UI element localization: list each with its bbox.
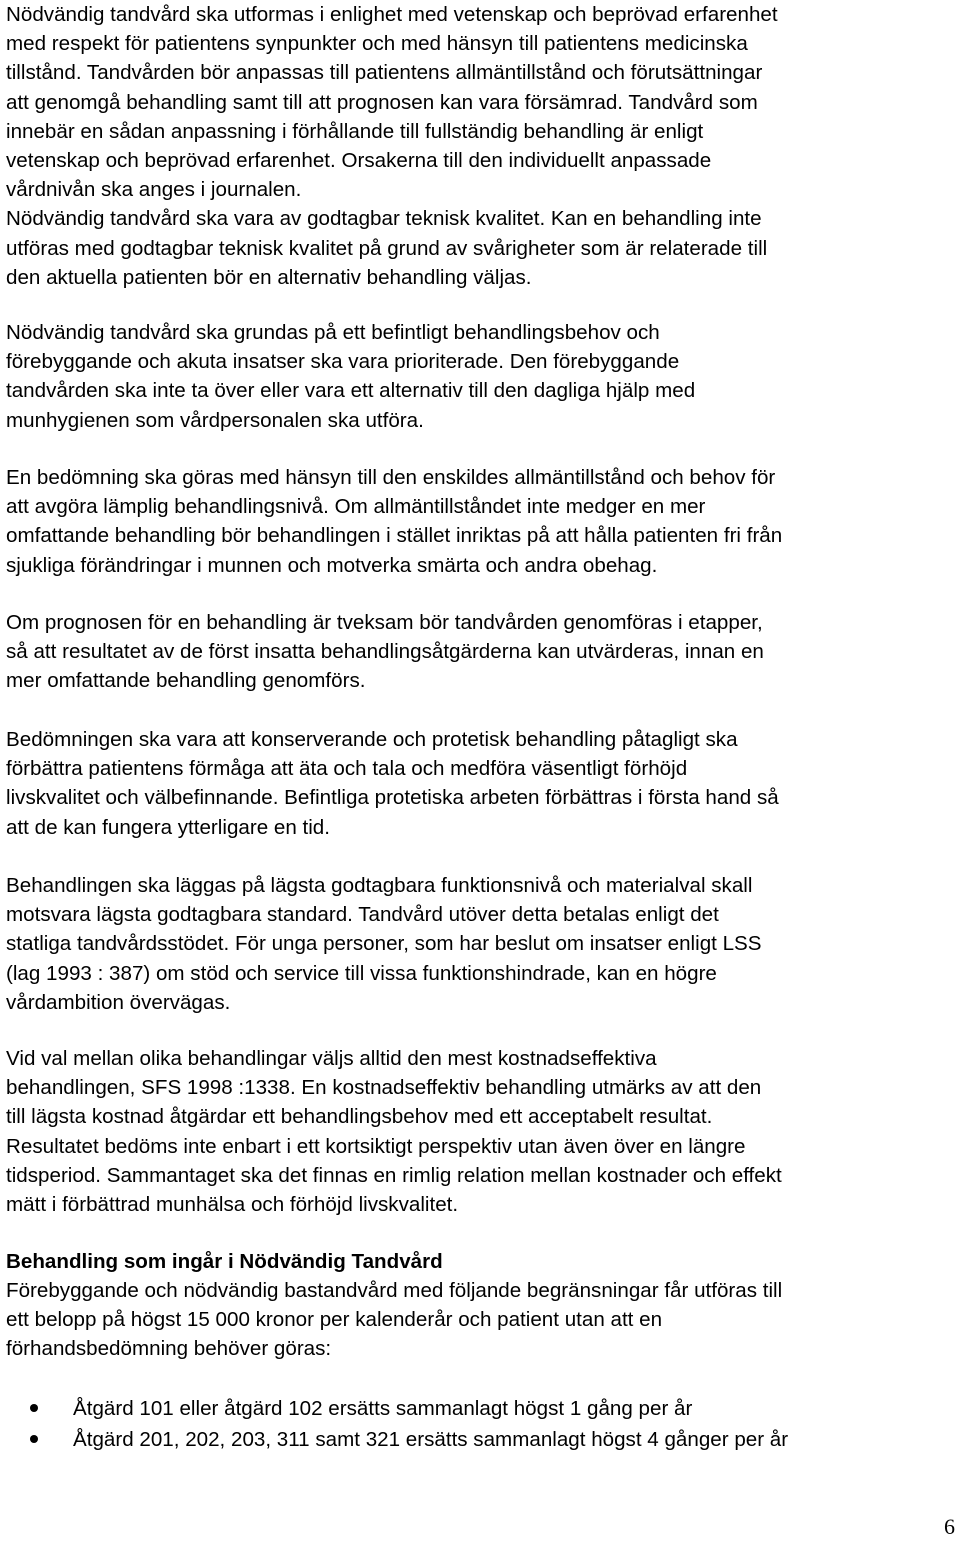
list-item-text: Åtgärd 201, 202, 203, 311 samt 321 ersätts sammanlagt högst 4 gånger per år (73, 1428, 789, 1451)
paragraph-functional-level: Behandlingen ska läggas på lägsta godtagbara funktionsnivå och materialval skall motsvara lägsta godtagbara standard. Tandvård utöver detta betalas enligt det statliga tandvårdsstödet. För unga personer, som har beslut om insatser enligt LSS (lag 1993 : 387) om stöd och service till vissa funktionshindrade, kan en högre vårdambition övervägas. (6, 874, 762, 1014)
bullet-icon (30, 1404, 38, 1412)
paragraph-assessment: En bedömning ska göras med hänsyn till den enskildes allmäntillstånd och behov för att avgöra lämplig behandlingsnivå. Om allmäntillståndet inte medger en mer omfattande behandling bör behandlingen i stället inriktas på att hålla patienten fri från sjukliga förändringar i munnen och motverka smärta och andra obehag. (6, 466, 783, 577)
bullet-icon (30, 1435, 38, 1443)
page-number: 6 (944, 1514, 955, 1539)
list-item (0, 1393, 960, 1424)
list-item-text: Åtgärd 101 eller åtgärd 102 ersätts sammanlagt högst 1 gång per år (73, 1397, 693, 1420)
list-item (0, 1424, 960, 1455)
paragraph-quality-of-life: Bedömningen ska vara att konserverande och protetisk behandling påtagligt ska förbättra patientens förmåga att äta och tala och medföra väsentligt förhöjd livskvalitet och välbefinnande. Befintliga protetiska arbeten förbättras i första hand så att de kan fungera ytterligare en tid. (6, 728, 779, 839)
paragraph-treatment-principles: Nödvändig tandvård ska utformas i enlighet med vetenskap och beprövad erfarenhet med respekt för patientens synpunkter och med hänsyn till patientens medicinska tillstånd. Tandvården bör anpassas till patientens allmäntillstånd och förutsättningar att genomgå behandling samt till att prognosen kan vara försämrad. Tandvård som innebär en sådan anpassning i förhållande till fullständig behandling är enligt vetenskap och beprövad erfarenhet. Orsakerna till den individuellt anpassade vårdnivån ska anges i journalen. Nödvändig tandvård ska vara av godtagbar teknisk kvalitet. Kan en behandling inte utföras med godtagbar teknisk kvalitet på grund av svårigheter som är relaterade till den aktuella patienten bör en alternativ behandling väljas. (6, 3, 778, 289)
paragraph-prognosis: Om prognosen för en behandling är tveksam bör tandvården genomföras i etapper, så att resultatet av de först insatta behandlingsåtgärderna kan utvärderas, innan en mer omfattande behandling genomförs. (6, 611, 764, 693)
paragraph-cost-effectiveness: Vid val mellan olika behandlingar väljs alltid den mest kostnadseffektiva behandlingen, SFS 1998 :1338. En kostnadseffektiv behandling utmärks av att den till lägsta kostnad åtgärdar ett behandlingsbehov med ett acceptabelt resultat. Resultatet bedöms inte enbart i ett kortsiktigt perspektiv utan även över en längre tidsperiod. Sammantaget ska det finnas en rimlig relation mellan kostnader och effekt mätt i förbättrad munhälsa och förhöjd livskvalitet. (6, 1047, 782, 1217)
section-heading: Behandling som ingår i Nödvändig Tandvård (6, 1250, 443, 1273)
section-intro: Förebyggande och nödvändig bastandvård med följande begränsningar får utföras till ett belopp på högst 15 000 kronor per kalenderår och patient utan att en förhandsbedömning behöver göras: (6, 1279, 783, 1361)
bullet-list (0, 1393, 960, 1455)
paragraph-treatment-need: Nödvändig tandvård ska grundas på ett befintligt behandlingsbehov och förebyggande och akuta insatser ska vara prioriterade. Den förebyggande tandvården ska inte ta över eller vara ett alternativ till den dagliga hjälp med munhygienen som vårdpersonalen ska utföra. (6, 321, 696, 432)
